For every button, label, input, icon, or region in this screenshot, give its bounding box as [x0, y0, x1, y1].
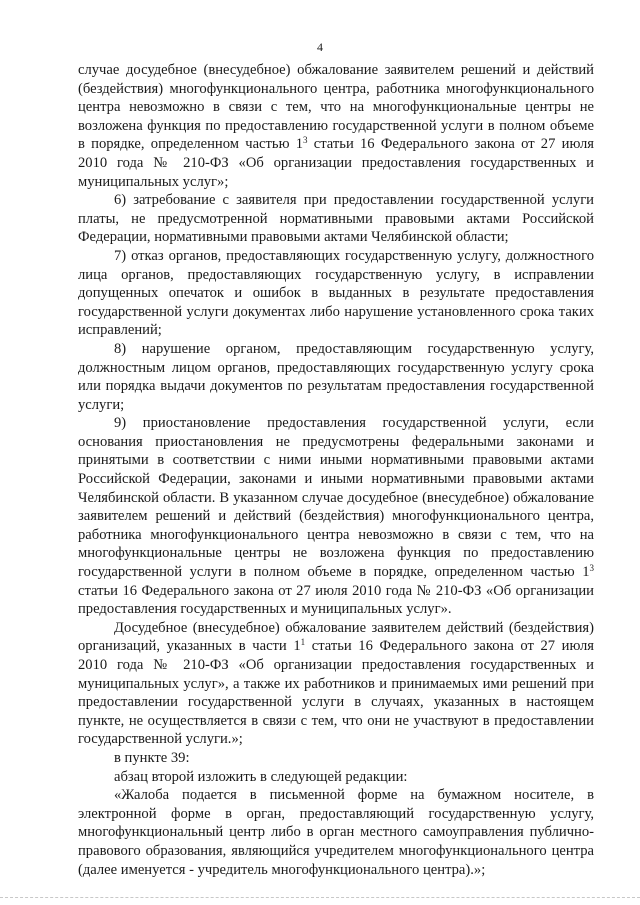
paragraph-text: статьи 16 Федерального закона от 27 июля 2010 года № 210-ФЗ «Об организации предоставления государственных и муниципальных услуг»;	[78, 136, 594, 190]
paragraph	[78, 768, 594, 787]
document-body	[78, 61, 594, 879]
paragraph-text: Досудебное (внесудебное) обжалование заявителем действий (бездействия) организаций, указанных в части 1	[78, 619, 594, 655]
superscript-reference: 1	[300, 637, 306, 648]
page-number: 4	[317, 40, 323, 54]
paragraph-text: статьи 16 Федерального закона от 27 июля 2010 года № 210-ФЗ «Об организации предоставления государственных и муниципальных услуг», а также их работников и принимаемых ими решений при предоставлении государственной услуги в случаях, указанных в настоящем пункте, не осуществляется в связи с тем, что они не участвуют в предоставлении государственной услуги.»;	[78, 638, 594, 748]
paragraph	[78, 247, 594, 340]
paragraph	[78, 619, 594, 749]
paragraph	[78, 414, 594, 619]
paragraph-text: в пункте 39:	[114, 749, 190, 766]
paragraph	[78, 749, 594, 768]
paragraph-text: «Жалоба подается в письменной форме на бумажном носителе, в электронной форме в орган, предоставляющий государственную услугу, многофункциональный центр либо в орган местного самоуправления публично-правового образования, являющийся учредителем многофункционального центра (далее именуется - учредитель многофункционального центра).»;	[78, 787, 594, 878]
paragraph-text: 6) затребование с заявителя при предоставлении государственной услуги платы, не предусмотренной нормативными правовыми актами Российской Федерации, нормативными правовыми актами Челябинской области;	[78, 192, 594, 246]
paragraph	[78, 340, 594, 414]
scan-edge-divider	[0, 897, 640, 898]
paragraph-text: 7) отказ органов, предоставляющих государственную услугу, должностного лица органов, предоставляющих государственную услугу, в исправлении допущенных опечаток и ошибок в выданных в результате предоставления государственной услуги документах либо нарушение установленного срока таких исправлений;	[78, 247, 594, 339]
paragraph	[78, 61, 594, 191]
paragraph	[78, 786, 594, 879]
paragraph-text: абзац второй изложить в следующей редакции:	[114, 768, 408, 785]
paragraph-text: статьи 16 Федерального закона от 27 июля 2010 года № 210-ФЗ «Об организации предоставления государственных и муниципальных услуг».	[78, 582, 594, 618]
paragraph-text: 8) нарушение органом, предоставляющим государственную услугу, должностным лицом органов, предоставляющих государственную услугу срока или порядка выдачи документов по результатам предоставления государственной услуги;	[78, 340, 594, 413]
paragraph-text: 9) приостановление предоставления государственной услуги, если основания приостановления не предусмотрены федеральными законами и принятыми в соответствии с ними иными нормативными правовыми актами Российской Федерации, законами и иными нормативными правовыми актами Челябинской области. В указанном случае досудебное (внесудебное) обжалование заявителем решений и действий (бездействия) многофункционального центра, работника многофункционального центра невозможно в связи с тем, что на многофункциональные центры не возложена функция по предоставлению государственной услуги в полном объеме в порядке, определенном частью 1	[78, 415, 594, 581]
superscript-reference: 3	[303, 135, 308, 146]
paragraph-text: случае досудебное (внесудебное) обжалование заявителем решений и действий (бездействия) многофункционального центра, работника многофункционального центра невозможно в связи с тем, что на многофункциональные центры не возложена функция по предоставлению государственной услуги в полном объеме в порядке, определенном частью 1	[78, 62, 594, 153]
paragraph	[78, 191, 594, 247]
superscript-reference: 3	[589, 563, 594, 574]
